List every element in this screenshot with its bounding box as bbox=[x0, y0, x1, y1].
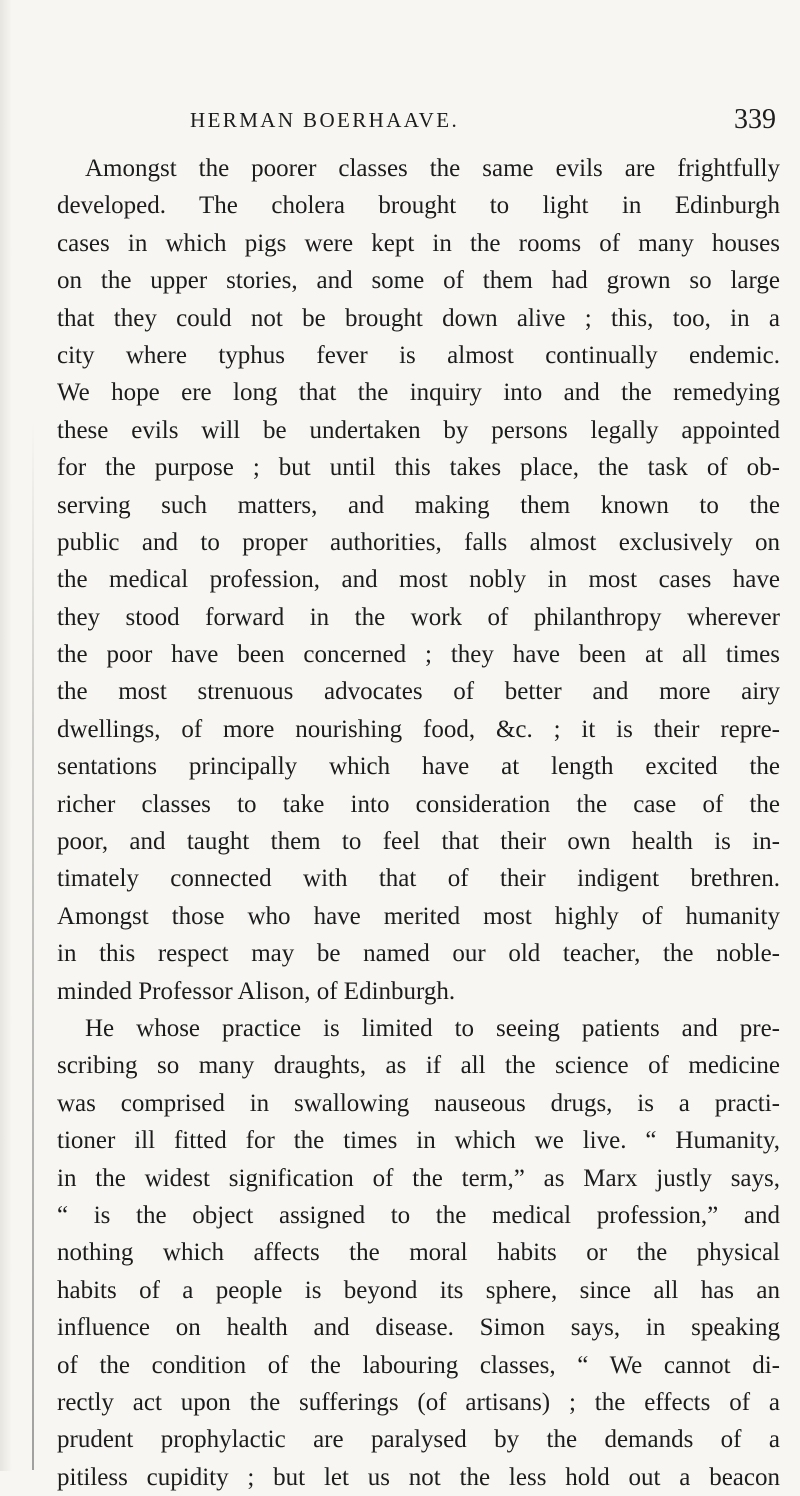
text-line: rectly act upon the sufferings (of artisans) ; the effects of a bbox=[57, 1388, 780, 1416]
text-line: nothing which affects the moral habits or the physical bbox=[57, 1239, 780, 1267]
text-line: that they could not be brought down alive ; this, too, in a bbox=[57, 304, 780, 332]
margin-shadow bbox=[32, 420, 34, 1470]
page-header bbox=[148, 104, 776, 148]
text-line: in the widest signification of the term,” as Marx justly says, bbox=[57, 1164, 780, 1192]
text-line: prudent prophylactic are paralysed by the demands of a bbox=[57, 1426, 780, 1454]
text-line: they stood forward in the work of philanthropy wherever bbox=[57, 603, 780, 631]
text-line: Amongst the poorer classes the same evils are frightfully bbox=[85, 155, 780, 182]
text-line: minded Professor Alison, of Edinburgh. bbox=[57, 977, 456, 1005]
text-line: public and to proper authorities, falls almost exclusively on bbox=[57, 528, 780, 556]
text-line: scribing so many draughts, as if all the science of medicine bbox=[57, 1052, 780, 1080]
text-line: influence on health and disease. Simon says, in speaking bbox=[57, 1314, 780, 1342]
running-head: HERMAN BOERHAAVE. bbox=[190, 108, 460, 132]
text-line: the poor have been concerned ; they have been at all times bbox=[57, 641, 780, 669]
page-gutter-shadow bbox=[0, 0, 12, 1471]
text-line: timately connected with that of their indigent brethren. bbox=[57, 865, 780, 893]
text-line: was comprised in swallowing nauseous drugs, is a practi- bbox=[57, 1089, 780, 1117]
text-line: richer classes to take into consideration the case of the bbox=[57, 790, 780, 818]
text-line: in this respect may be named our old teacher, the noble- bbox=[57, 940, 780, 968]
text-line: these evils will be undertaken by persons legally appointed bbox=[57, 416, 780, 444]
text-line: city where typhus fever is almost continually endemic. bbox=[57, 341, 780, 369]
text-line: sentations principally which have at length excited the bbox=[57, 753, 780, 781]
text-line: “ is the object assigned to the medical profession,” and bbox=[57, 1201, 780, 1229]
text-line: serving such matters, and making them known to the bbox=[57, 491, 780, 519]
text-line: on the upper stories, and some of them had grown so large bbox=[57, 267, 780, 295]
page-number: 339 bbox=[734, 104, 776, 135]
text-line: poor, and taught them to feel that their own health is in- bbox=[57, 828, 780, 856]
text-line: tioner ill fitted for the times in which we live. “ Humanity, bbox=[57, 1127, 780, 1155]
text-line: of the condition of the labouring classes, “ We cannot di- bbox=[57, 1351, 780, 1379]
body-text bbox=[57, 150, 780, 1496]
text-line: We hope ere long that the inquiry into and the remedying bbox=[57, 379, 780, 407]
text-line: the most strenuous advocates of better and more airy bbox=[57, 678, 780, 706]
text-line: habits of a people is beyond its sphere, since all has an bbox=[57, 1276, 780, 1304]
text-line: developed. The cholera brought to light in Edinburgh bbox=[57, 192, 780, 220]
text-line: pitiless cupidity ; but let us not the less hold out a beacon bbox=[57, 1463, 780, 1491]
text-line: for the purpose ; but until this takes place, the task of ob- bbox=[57, 454, 780, 482]
text-line: cases in which pigs were kept in the rooms of many houses bbox=[57, 229, 780, 257]
text-line: He whose practice is limited to seeing patients and pre- bbox=[85, 1014, 780, 1042]
text-line: dwellings, of more nourishing food, &c. ; it is their repre- bbox=[57, 715, 780, 743]
text-line: the medical profession, and most nobly in most cases have bbox=[57, 566, 780, 594]
text-line: Amongst those who have merited most highly of humanity bbox=[57, 902, 780, 930]
